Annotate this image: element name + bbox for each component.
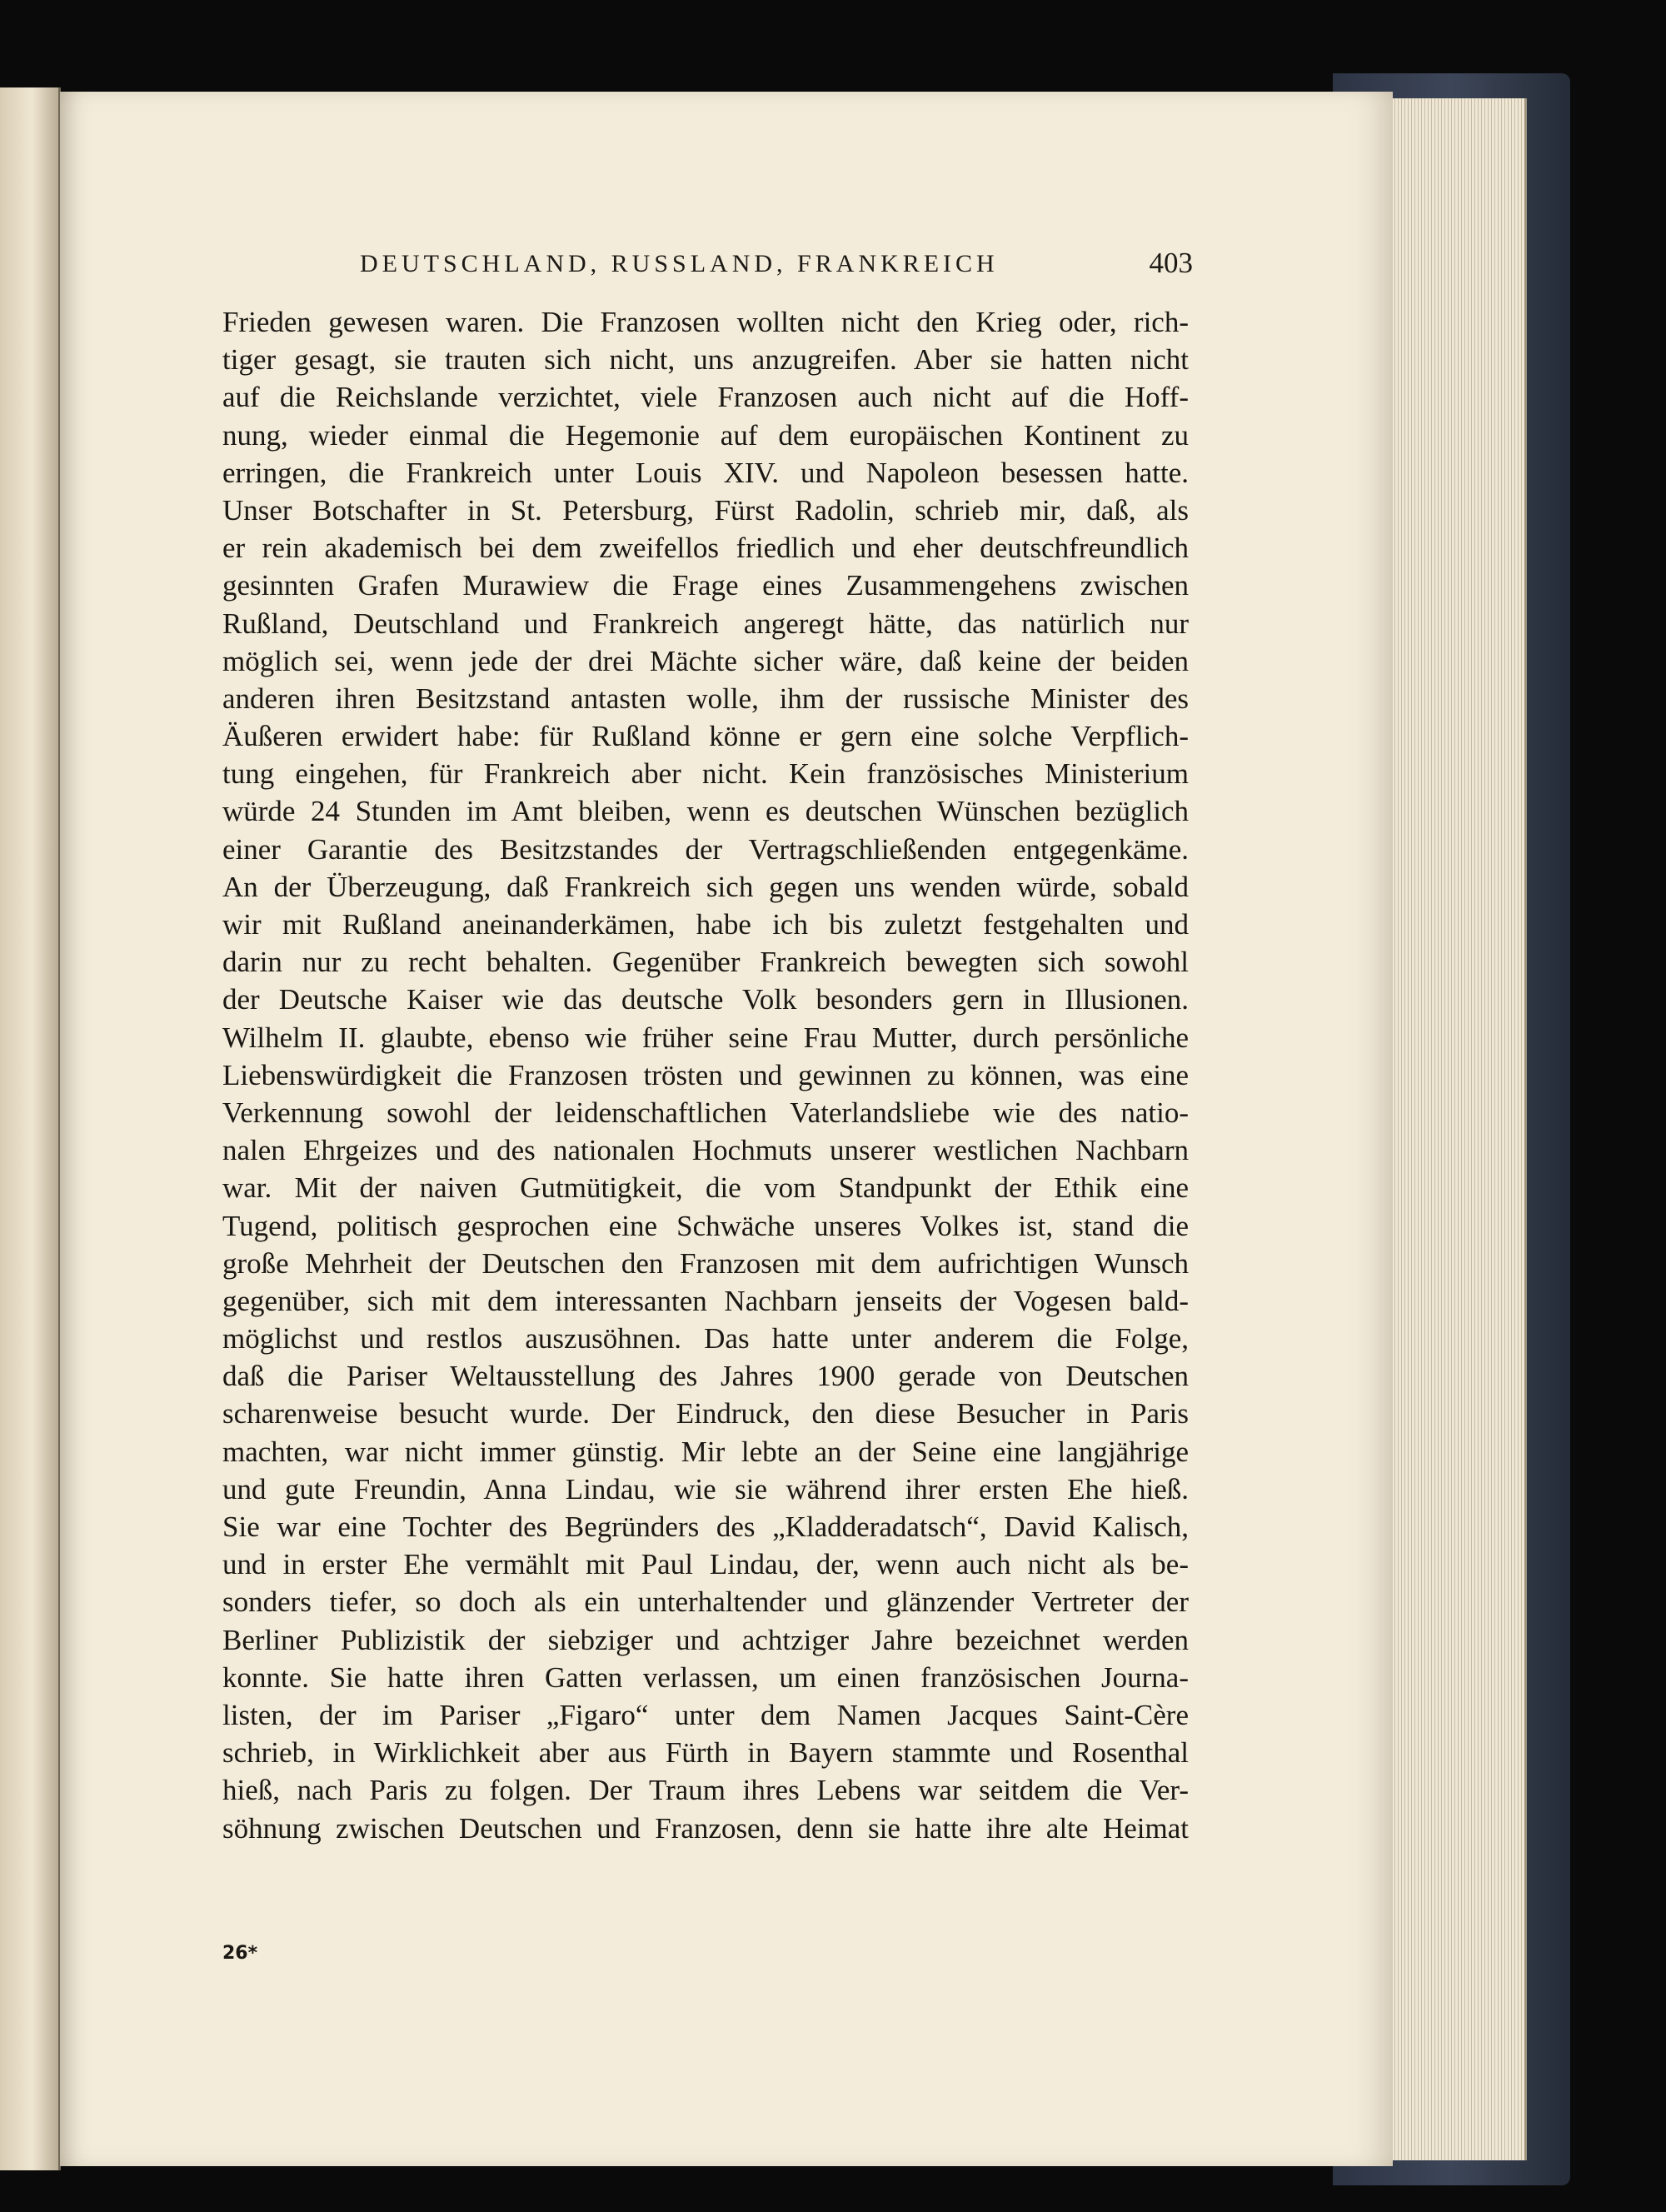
page-number: 403	[1149, 247, 1193, 279]
signature-mark: 26*	[222, 1943, 258, 1964]
text-line: Frieden gewesen waren. Die Franzosen wollten nicht den Krieg oder, rich-	[222, 306, 1189, 338]
text-line: Verkennung sowohl der leidenschaftlichen Vaterlandsliebe wie des natio-	[222, 1096, 1189, 1129]
text-line: tiger gesagt, sie trauten sich nicht, uns anzugreifen. Aber sie hatten nicht	[222, 343, 1189, 377]
text-line: darin nur zu recht behalten. Gegenüber Frankreich bewegten sich sowohl	[222, 946, 1189, 979]
text-line: listen, der im Pariser „Figaro“ unter dem Namen Jacques Saint-Cère	[222, 1698, 1189, 1731]
text-line: nung, wieder einmal die Hegemonie auf dem europäischen Kontinent zu	[222, 418, 1189, 452]
text-line: Unser Botschafter in St. Petersburg, Fürst Radolin, schrieb mir, daß, als	[222, 493, 1189, 527]
text-line: möglichst und restlos auszusöhnen. Das hatte unter anderem die Folge,	[222, 1322, 1189, 1356]
text-line: wir mit Rußland aneinanderkämen, habe ich bis zuletzt festgehalten und	[222, 908, 1189, 941]
text-line: er rein akademisch bei dem zweifellos friedlich und eher deutschfreundlich	[222, 532, 1189, 565]
text-line: machten, war nicht immer günstig. Mir lebte an der Seine eine langjährige	[222, 1435, 1189, 1468]
facing-page-edge	[0, 87, 61, 2170]
text-line: anderen ihren Besitzstand antasten wolle, ihm der russische Minister des	[222, 682, 1189, 715]
text-line: sonders tiefer, so doch als ein unterhaltender und glänzender Vertreter der	[222, 1585, 1189, 1619]
text-line: gesinnten Grafen Murawiew die Frage eines Zusammengehens zwischen	[222, 569, 1189, 602]
text-line: Liebenswürdigkeit die Franzosen trösten und gewinnen zu können, was eine	[222, 1058, 1189, 1091]
running-title: DEUTSCHLAND, RUSSLAND, FRANKREICH	[360, 250, 999, 277]
text-line: erringen, die Frankreich unter Louis XIV. und Napoleon besessen hatte.	[222, 456, 1189, 489]
text-line: einer Garantie des Besitzstandes der Vertragschließenden entgegenkäme.	[222, 832, 1189, 866]
text-line: söhnung zwischen Deutschen und Franzosen, denn sie hatte ihre alte Heimat	[222, 1811, 1189, 1845]
text-line: nalen Ehrgeizes und des nationalen Hochmuts unserer westlichen Nachbarn	[222, 1134, 1189, 1167]
page-block-edges	[1379, 98, 1527, 2160]
text-line: Äußeren erwidert habe: für Rußland könne er gern eine solche Verpflich-	[222, 720, 1189, 753]
book-page	[60, 92, 1393, 2166]
text-line: der Deutsche Kaiser wie das deutsche Volk besonders gern in Illusionen.	[222, 983, 1189, 1016]
text-line: Berliner Publizistik der siebziger und achtziger Jahre bezeichnet werden	[222, 1623, 1189, 1656]
text-line: und in erster Ehe vermählt mit Paul Lindau, der, wenn auch nicht als be-	[222, 1548, 1189, 1581]
text-line: daß die Pariser Weltausstellung des Jahres 1900 gerade von Deutschen	[222, 1360, 1189, 1393]
text-line: hieß, nach Paris zu folgen. Der Traum ihres Lebens war seitdem die Ver-	[222, 1774, 1189, 1807]
text-line: würde 24 Stunden im Amt bleiben, wenn es deutschen Wünschen bezüglich	[222, 795, 1189, 828]
text-line: Tugend, politisch gesprochen eine Schwäche unseres Volkes ist, stand die	[222, 1209, 1189, 1242]
text-line: tung eingehen, für Frankreich aber nicht. Kein französisches Ministerium	[222, 757, 1189, 791]
text-line: schrieb, in Wirklichkeit aber aus Fürth in Bayern stammte und Rosenthal	[222, 1736, 1189, 1770]
text-line: Wilhelm II. glaubte, ebenso wie früher seine Frau Mutter, durch persönliche	[222, 1021, 1189, 1054]
text-line: war. Mit der naiven Gutmütigkeit, die vom Standpunkt der Ethik eine	[222, 1171, 1189, 1205]
text-line: An der Überzeugung, daß Frankreich sich gegen uns wenden würde, sobald	[222, 870, 1189, 903]
text-line: gegenüber, sich mit dem interessanten Nachbarn jenseits der Vogesen bald-	[222, 1284, 1189, 1317]
text-line: konnte. Sie hatte ihren Gatten verlassen, um einen französischen Journa-	[222, 1660, 1189, 1694]
text-line: Rußland, Deutschland und Frankreich angeregt hätte, das natürlich nur	[222, 607, 1189, 640]
text-line: scharenweise besucht wurde. Der Eindruck, den diese Besucher in Paris	[222, 1397, 1189, 1431]
text-line: Sie war eine Tochter des Begründers des „Kladderadatsch“, David Kalisch,	[222, 1510, 1189, 1543]
text-line: auf die Reichslande verzichtet, viele Franzosen auch nicht auf die Hoff-	[222, 381, 1189, 414]
text-line: große Mehrheit der Deutschen den Franzosen mit dem aufrichtigen Wunsch	[222, 1246, 1189, 1280]
text-line: und gute Freundin, Anna Lindau, wie sie während ihrer ersten Ehe hieß.	[222, 1472, 1189, 1505]
body-text	[222, 303, 1189, 1936]
text-line: möglich sei, wenn jede der drei Mächte sicher wäre, daß keine der beiden	[222, 644, 1189, 677]
